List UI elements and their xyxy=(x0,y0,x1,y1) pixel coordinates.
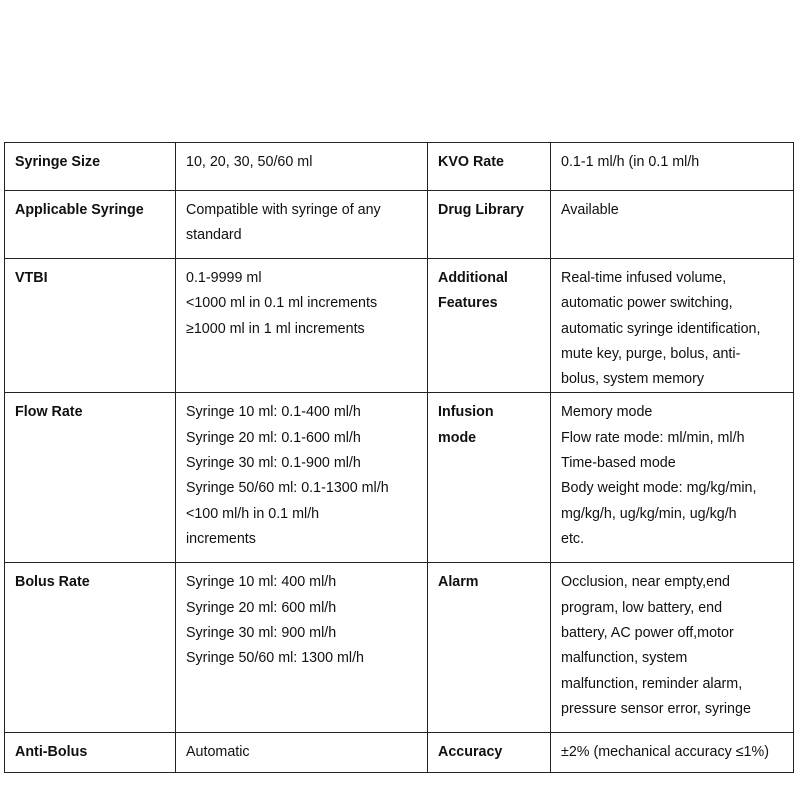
table-row xyxy=(5,191,794,259)
spec-value: ±2% (mechanical accuracy ≤1%) xyxy=(551,733,794,773)
spec-label: Anti-Bolus xyxy=(5,733,176,773)
spec-label: Additional Features xyxy=(428,259,551,393)
spec-value: Occlusion, near empty,end program, low battery, end battery, AC power off,motor malfunction, system malfunction, reminder alarm, pressure sensor error, syringe xyxy=(551,563,794,733)
spec-value: Available xyxy=(551,191,794,259)
spec-label: Flow Rate xyxy=(5,393,176,563)
spec-label: Bolus Rate xyxy=(5,563,176,733)
table-row xyxy=(5,259,794,393)
table-row xyxy=(5,143,794,191)
spec-label: Applicable Syringe xyxy=(5,191,176,259)
spec-value: 10, 20, 30, 50/60 ml xyxy=(176,143,428,191)
spec-value: 0.1-9999 ml <1000 ml in 0.1 ml increments ≥1000 ml in 1 ml increments xyxy=(176,259,428,393)
spec-value: Syringe 10 ml: 400 ml/h Syringe 20 ml: 600 ml/h Syringe 30 ml: 900 ml/h Syringe 50/60 ml: 1300 ml/h xyxy=(176,563,428,733)
spec-label: Infusion mode xyxy=(428,393,551,563)
spec-label: VTBI xyxy=(5,259,176,393)
spec-label: Syringe Size xyxy=(5,143,176,191)
spec-value: 0.1-1 ml/h (in 0.1 ml/h xyxy=(551,143,794,191)
spec-label: Drug Library xyxy=(428,191,551,259)
spec-value: Compatible with syringe of any standard xyxy=(176,191,428,259)
spec-label: Alarm xyxy=(428,563,551,733)
spec-label: Accuracy xyxy=(428,733,551,773)
specifications-table xyxy=(4,142,794,773)
spec-label: KVO Rate xyxy=(428,143,551,191)
spec-value: Automatic xyxy=(176,733,428,773)
table-row xyxy=(5,393,794,563)
spec-value: Real-time infused volume, automatic power switching, automatic syringe identification, mute key, purge, bolus, anti- bolus, system memory xyxy=(551,259,794,393)
table-row xyxy=(5,733,794,773)
spec-value: Memory mode Flow rate mode: ml/min, ml/h Time-based mode Body weight mode: mg/kg/min, mg/kg/h, ug/kg/min, ug/kg/h etc. xyxy=(551,393,794,563)
table-row xyxy=(5,563,794,733)
spec-value: Syringe 10 ml: 0.1-400 ml/h Syringe 20 ml: 0.1-600 ml/h Syringe 30 ml: 0.1-900 ml/h Syringe 50/60 ml: 0.1-1300 ml/h <100 ml/h in 0.1 ml/h increments xyxy=(176,393,428,563)
